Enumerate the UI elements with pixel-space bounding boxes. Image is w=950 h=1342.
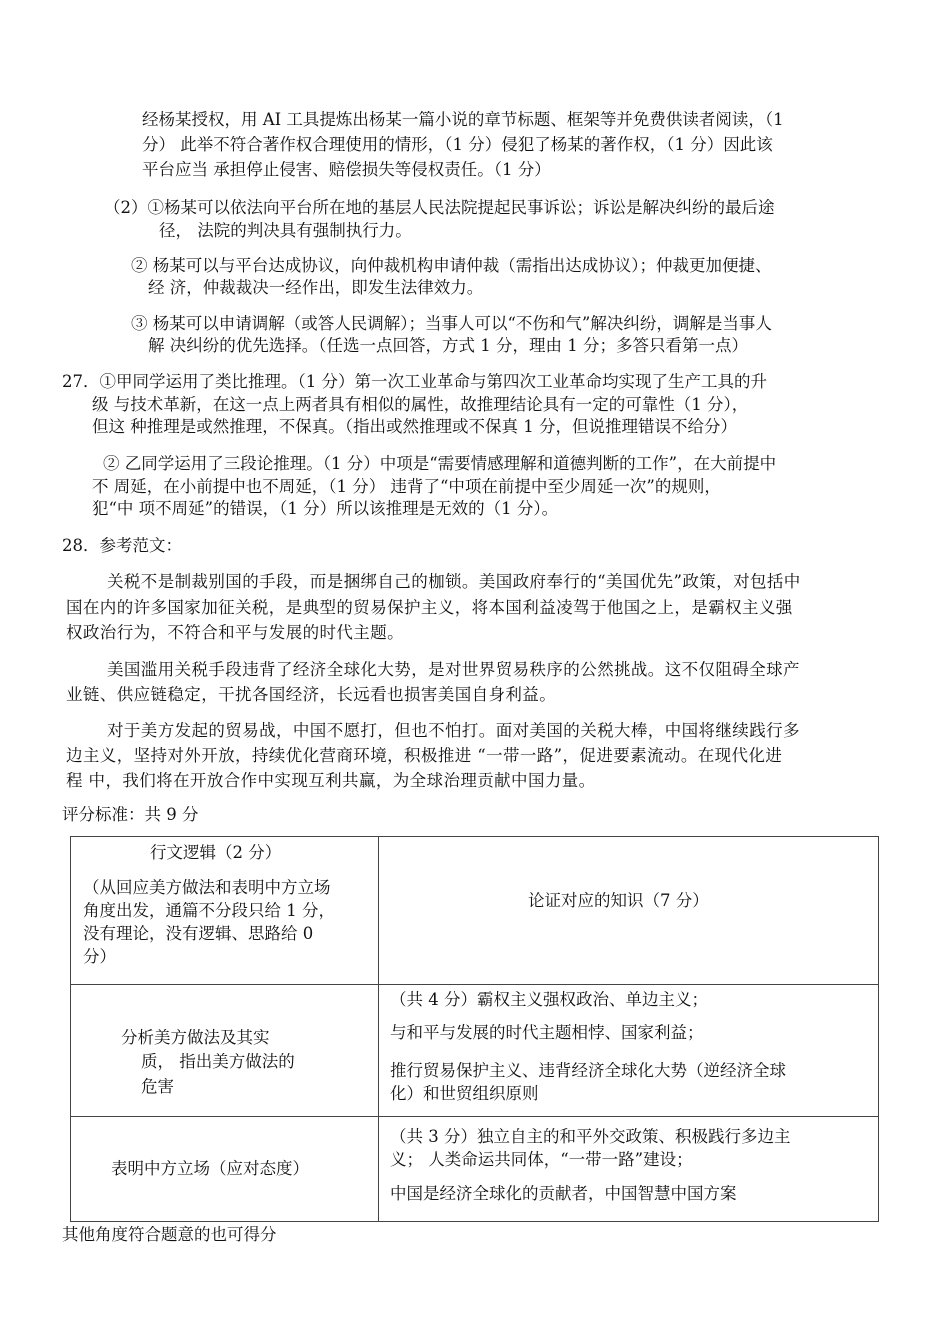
text-line: 业链、供应链稳定，干扰各国经济，长远看也损害美国自身利益。 [66,685,557,704]
text-line: 关税不是制裁别国的手段，而是捆绑自己的枷锁。美国政府奉行的“美国优先”政策，对包括中 [107,572,801,591]
text-line: （2）①杨某可以依法向平台所在地的基层人民法院提起民事诉讼；诉讼是解决纠纷的最后途 [104,198,775,217]
row1-left: 危害 [141,1077,174,1096]
header-left-desc: 分） [83,947,116,966]
row1-right: 与和平与发展的时代主题相悖、国家利益； [390,1023,704,1042]
text-line: ③ 杨某可以申请调解（或答人民调解）；当事人可以“不伤和气”解决纠纷，调解是当事人 [131,314,772,333]
text-line: 径， 法院的判决具有强制执行力。 [159,221,412,240]
header-left-desc: 角度出发，通篇不分段只给 1 分， [83,901,335,920]
header-right: 论证对应的知识（7 分） [528,891,709,910]
text-line: 犯“中 项不周延”的错误，（1 分）所以该推理是无效的（1 分）。 [92,499,559,518]
row1-right: 推行贸易保护主义、违背经济全球化大势（逆经济全球 [390,1061,786,1080]
row1-left: 质， 指出美方做法的 [141,1052,295,1071]
row2-left: 表明中方立场（应对态度） [111,1159,309,1178]
text-line: ② 乙同学运用了三段论推理。（1 分）中项是“需要情感理解和道德判断的工作”，在大前提中 [103,454,777,473]
text-line: 平台应当 承担停止侵害、赔偿损失等侵权责任。（1 分） [142,160,551,179]
table-divider [71,1116,878,1117]
footer-note: 其他角度符合题意的也可得分 [62,1225,277,1244]
scoring-title: 评分标准：共 9 分 [62,805,199,824]
header-left-desc: （从回应美方做法和表明中方立场 [83,878,331,897]
text-line: ② 杨某可以与平台达成协议，向仲裁机构申请仲裁（需指出达成协议）；仲裁更加便捷、 [131,256,772,275]
text-line: 国在内的许多国家加征关税，是典型的贸易保护主义，将本国利益凌驾于他国之上，是霸权主义强 [66,598,793,617]
text-line: 边主义，坚持对外开放，持续优化营商环境，积极推进 “一带一路”，促进要素流动。在现代化进 [66,746,783,765]
header-left-title: 行文逻辑（2 分） [150,843,282,862]
text-line: 对于美方发起的贸易战，中国不愿打，但也不怕打。面对美国的关税大棒，中国将继续践行多 [107,721,800,740]
scoring-table [70,836,879,1222]
table-divider [378,837,379,1221]
row1-right: （共 4 分）霸权主义强权政治、单边主义； [390,990,708,1009]
text-line: 但这 种推理是或然推理，不保真。（指出或然推理或不保真 1 分，但说推理错误不给分） [92,417,737,436]
row1-right: 化）和世贸组织原则 [390,1084,539,1103]
row2-right: （共 3 分）独立自主的和平外交政策、积极践行多边主 [390,1127,791,1146]
row2-right: 中国是经济全球化的贡献者，中国智慧中国方案 [390,1184,737,1203]
text-line: 权政治行为，不符合和平与发展的时代主题。 [66,623,404,642]
text-line: 27．①甲同学运用了类比推理。（1 分）第一次工业革命与第四次工业革命均实现了生产工具的升 [62,372,767,391]
text-line: 级 与技术革新，在这一点上两者具有相似的属性，故推理结论具有一定的可靠性（1 分）， [92,395,749,414]
section-heading: 28．参考范文： [62,536,182,555]
table-divider [71,984,878,985]
text-line: 经杨某授权，用 AI 工具提炼出杨某一篇小说的章节标题、框架等并免费供读者阅读，（1 [142,110,784,129]
text-line: 美国滥用关税手段违背了经济全球化大势，是对世界贸易秩序的公然挑战。这不仅阻碍全球产 [107,660,800,679]
row1-left: 分析美方做法及其实 [121,1028,270,1047]
text-line: 分） 此举不符合著作权合理使用的情形，（1 分）侵犯了杨某的著作权，（1 分）因此该 [142,135,773,154]
text-line: 不 周延，在小前提中也不周延，（1 分） 违背了“中项在前提中至少周延一次”的规则， [92,477,721,496]
text-line: 经 济，仲裁裁决一经作出，即发生法律效力。 [148,278,484,297]
text-line: 程 中，我们将在开放合作中实现互利共赢，为全球治理贡献中国力量。 [66,771,596,790]
header-left-desc: 没有理论，没有逻辑、思路给 0 [83,924,314,943]
text-line: 解 决纠纷的优先选择。（任选一点回答，方式 1 分，理由 1 分；多答只看第一点） [148,336,748,355]
row2-right: 义； 人类命运共同体，“一带一路”建设； [390,1150,693,1169]
